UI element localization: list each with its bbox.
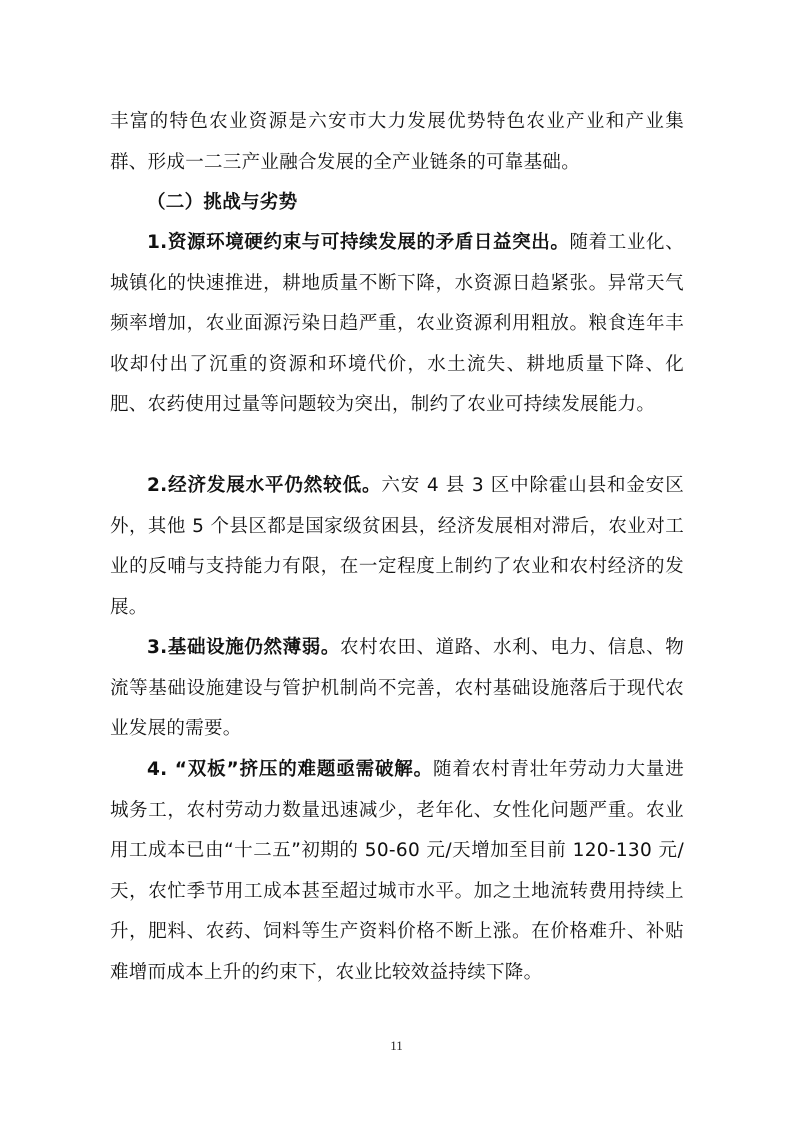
item-4-block [110,750,684,994]
item-lead-1: 1.资源环境硬约束与可持续发展的矛盾日益突出。 [147,232,570,253]
item-1-block [110,223,684,426]
page-number: 11 [390,1038,403,1053]
item-body-1: 随着工业化、城镇化的快速推进，耕地质量不断下降，水资源日趋紧张。异常天气频率增加，农业面源污染日趋严重，农业资源利用粗放。粮食连年丰收却付出了沉重的资源和环境代价，水土流失、耕地质量下降、化肥、农药使用过量等问题较为突出，制约了农业可持续发展能力。 [110,232,684,416]
continuation-paragraph-block [110,102,684,183]
item-body-2: 六安 4 县 3 区中除霍山县和金安区外，其他 5 个县区都是国家级贫困县，经济发展相对滞后，农业对工业的反哺与支持能力有限，在一定程度上制约了农业和农村经济的发展。 [110,475,684,618]
item-2-block [110,466,684,628]
section-heading: （二）挑战与劣势 [147,192,298,213]
section-heading-block [110,183,684,224]
item-lead-2: 2.经济发展水平仍然较低。 [147,475,382,496]
item-lead-4: 4. “双板”挤压的难题亟需破解。 [147,759,433,780]
item-paragraph-3 [110,628,684,750]
item-paragraph-1 [110,223,684,426]
item-paragraph-4 [110,750,684,994]
item-body-4: 随着农村青壮年劳动力大量进城务工，农村劳动力数量迅速减少，老年化、女性化问题严重。农业用工成本已由“十二五”初期的 50-60 元/天增加至目前 120-130 元/天，农忙季节用工成本甚至超过城市水平。加之土地流转费用持续上升，肥料、农药、饲料等生产资料价格不断上涨。在价格难升、补贴难增而成本上升的约束下，农业比较效益持续下降。 [110,759,684,983]
item-3-block [110,628,684,750]
item-lead-3: 3.基础设施仍然薄弱。 [147,637,340,658]
item-body-3: 农村农田、道路、水利、电力、信息、物流等基础设施建设与管护机制尚不完善，农村基础设施落后于现代农业发展的需要。 [110,637,684,740]
item-paragraph-2 [110,466,684,628]
continuation-paragraph: 丰富的特色农业资源是六安市大力发展优势特色农业产业和产业集群、形成一二三产业融合发展的全产业链条的可靠基础。 [110,111,684,173]
